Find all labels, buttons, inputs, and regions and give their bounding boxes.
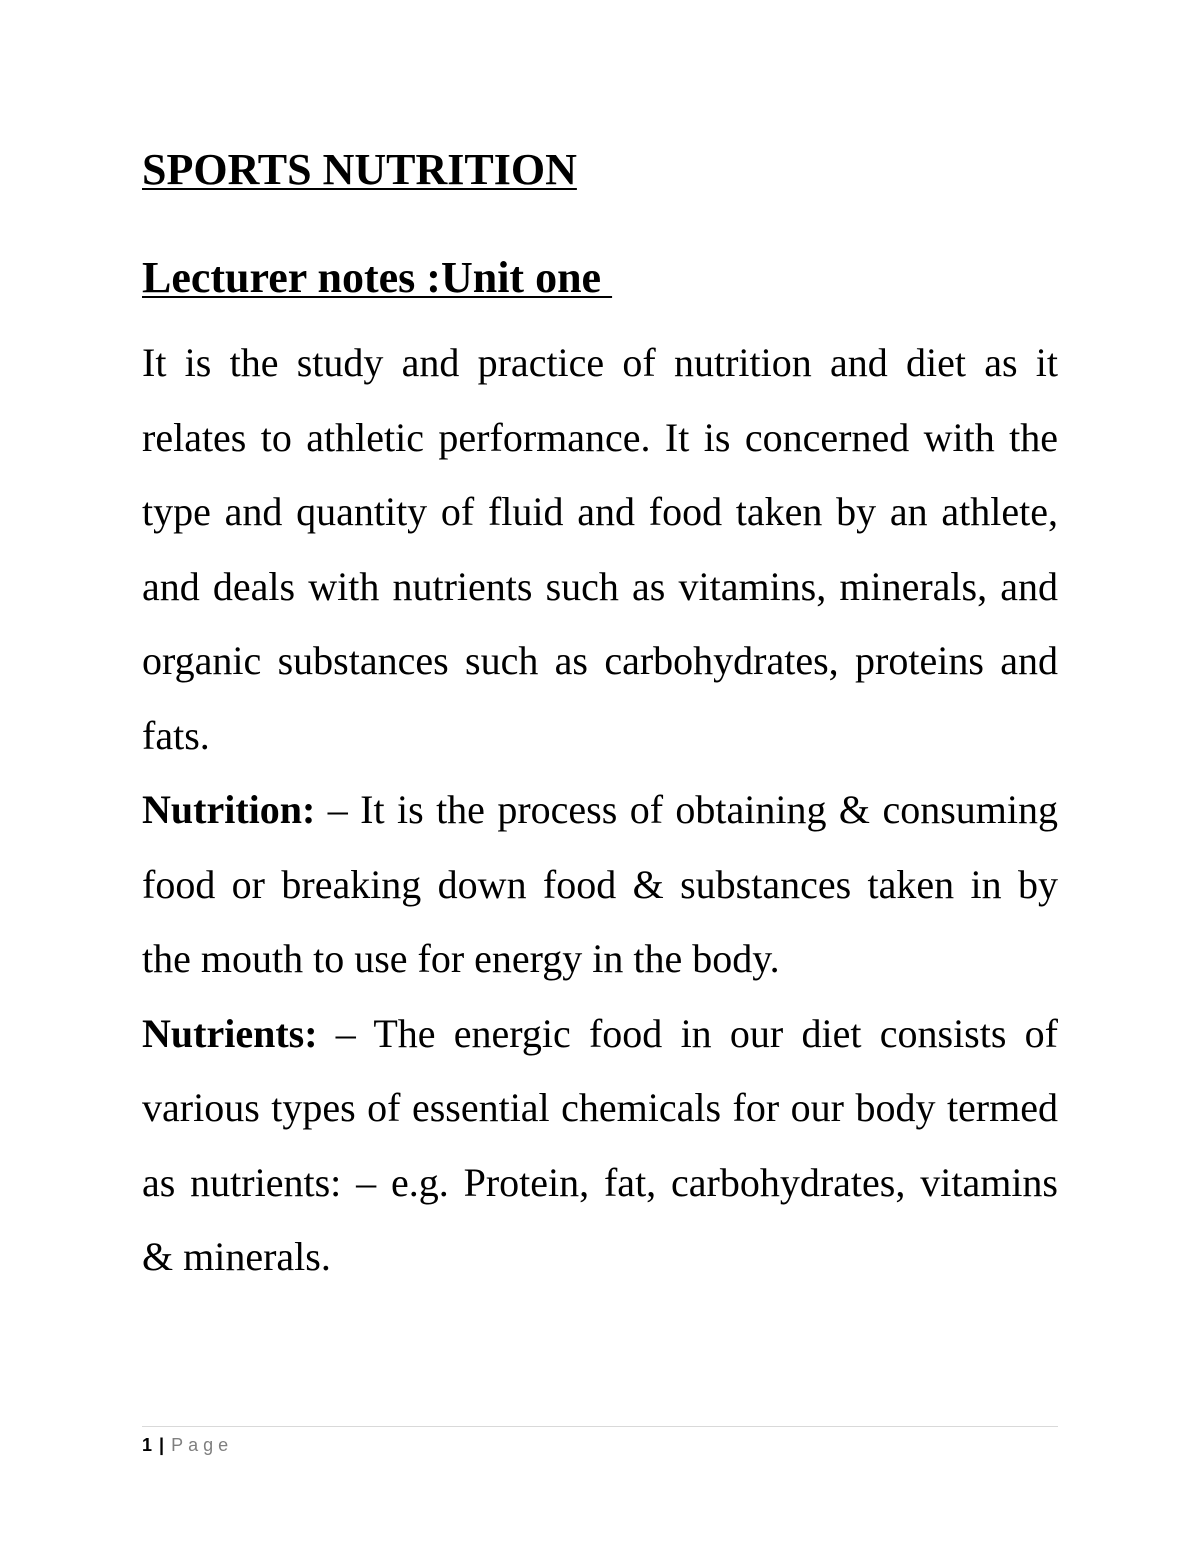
definition-text: – The energic food in our diet consists of various types of essential chemicals for our body termed as nutrients: – e.g. Protein, fat, carbohydrates, vitamins & minerals. <box>142 1010 1058 1279</box>
intro-paragraph: It is the study and practice of nutrition and diet as it relates to athletic performance. It is concerned with the type and quantity of fluid and food taken by an athlete, and deals with nutrients such as vitamins, minerals, and organic substances such as carbohydrates, proteins and fats. <box>142 340 1058 758</box>
definition-nutrition <box>142 773 1058 997</box>
footer-divider <box>142 1426 1058 1427</box>
definition-nutrients <box>142 997 1058 1295</box>
page-label: Page <box>171 1435 234 1455</box>
definition-term: Nutrition: <box>142 787 316 832</box>
definition-term: Nutrients: <box>142 1010 318 1056</box>
page-number: 1 <box>142 1435 153 1455</box>
document-subtitle: Lecturer notes :Unit one <box>142 253 613 302</box>
document-title: SPORTS NUTRITION <box>142 145 577 194</box>
definition-text: – It is the process of obtaining & consuming food or breaking down food & substances taken in by the mouth to use for energy in the body. <box>142 787 1058 981</box>
footer-separator: | <box>159 1435 165 1455</box>
page-content <box>142 140 1058 1295</box>
page-footer <box>142 1434 233 1456</box>
